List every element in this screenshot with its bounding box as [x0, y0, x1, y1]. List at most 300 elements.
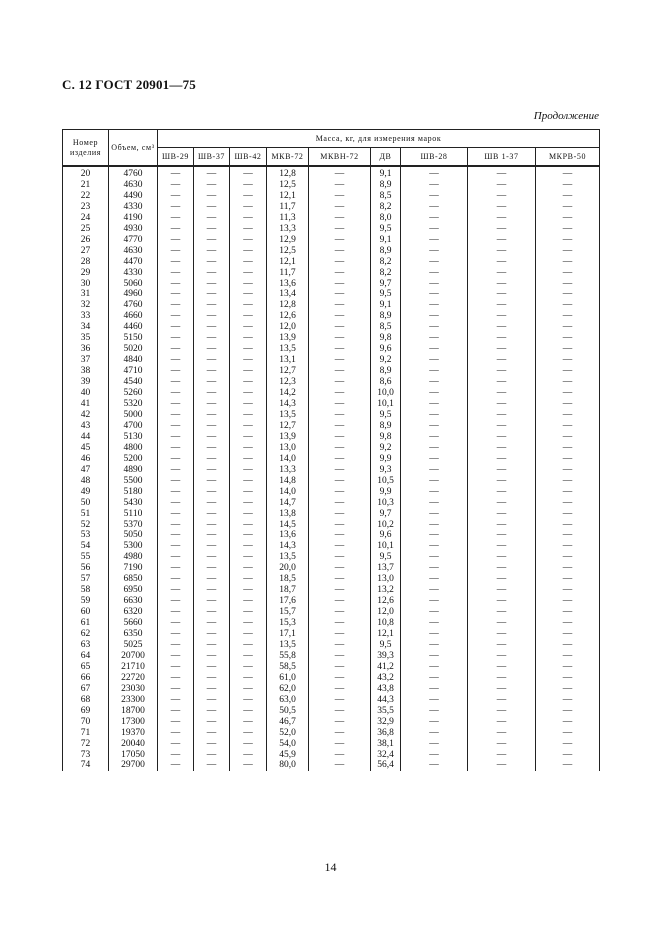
table-cell: —: [401, 213, 468, 224]
table-cell: —: [401, 607, 468, 618]
table-cell: —: [158, 596, 194, 607]
table-cell: 26: [63, 235, 109, 246]
table-cell: 18700: [109, 706, 158, 717]
table-cell: —: [468, 432, 536, 443]
table-cell: —: [194, 520, 230, 531]
table-cell: —: [468, 322, 536, 333]
table-cell: —: [401, 530, 468, 541]
table-cell: —: [158, 388, 194, 399]
table-cell: —: [468, 279, 536, 290]
table-cell: —: [309, 191, 371, 202]
table-cell: 50: [63, 498, 109, 509]
table-cell: —: [230, 224, 267, 235]
table-cell: 49: [63, 487, 109, 498]
table-cell: —: [230, 443, 267, 454]
table-row: [63, 618, 600, 629]
table-cell: —: [230, 552, 267, 563]
table-cell: —: [230, 717, 267, 728]
table-cell: —: [536, 235, 600, 246]
table-row: [63, 662, 600, 673]
table-cell: —: [158, 421, 194, 432]
table-cell: 30: [63, 279, 109, 290]
table-cell: 9,3: [371, 465, 401, 476]
table-cell: 32,9: [371, 717, 401, 728]
table-cell: —: [230, 268, 267, 279]
table-cell: —: [536, 388, 600, 399]
table-cell: —: [230, 388, 267, 399]
table-cell: —: [309, 509, 371, 520]
table-cell: 39,3: [371, 651, 401, 662]
table-row: [63, 399, 600, 410]
table-cell: 13,0: [371, 574, 401, 585]
header-mass-col: ШВ-28: [401, 148, 468, 167]
table-row: [63, 443, 600, 454]
table-cell: 8,9: [371, 246, 401, 257]
table-cell: —: [468, 410, 536, 421]
table-cell: 10,1: [371, 399, 401, 410]
table-cell: —: [230, 166, 267, 180]
table-cell: 5300: [109, 541, 158, 552]
table-cell: —: [401, 728, 468, 739]
table-cell: —: [401, 443, 468, 454]
table-cell: —: [401, 257, 468, 268]
table-cell: 51: [63, 509, 109, 520]
table-cell: 41,2: [371, 662, 401, 673]
table-cell: —: [468, 311, 536, 322]
table-cell: 15,3: [267, 618, 309, 629]
table-cell: 5320: [109, 399, 158, 410]
table-cell: —: [536, 432, 600, 443]
table-cell: —: [309, 498, 371, 509]
table-cell: —: [401, 268, 468, 279]
table-cell: —: [468, 246, 536, 257]
table-cell: 67: [63, 684, 109, 695]
table-row: [63, 596, 600, 607]
table-cell: —: [158, 487, 194, 498]
table-cell: —: [536, 728, 600, 739]
table-cell: —: [309, 344, 371, 355]
table-cell: —: [158, 377, 194, 388]
table-cell: 45: [63, 443, 109, 454]
table-row: [63, 498, 600, 509]
table-cell: —: [468, 487, 536, 498]
table-cell: —: [158, 574, 194, 585]
table-cell: —: [194, 596, 230, 607]
table-cell: —: [401, 224, 468, 235]
table-cell: —: [158, 410, 194, 421]
table-cell: —: [536, 618, 600, 629]
table-cell: 13,5: [267, 640, 309, 651]
table-row: [63, 421, 600, 432]
table-cell: 37: [63, 355, 109, 366]
table-cell: 54: [63, 541, 109, 552]
table-cell: 5260: [109, 388, 158, 399]
table-cell: —: [158, 202, 194, 213]
table-cell: —: [401, 377, 468, 388]
table-cell: 9,6: [371, 530, 401, 541]
table-cell: —: [536, 739, 600, 750]
table-cell: 70: [63, 717, 109, 728]
table-row: [63, 257, 600, 268]
table-cell: —: [536, 662, 600, 673]
table-cell: —: [158, 443, 194, 454]
table-cell: —: [158, 498, 194, 509]
table-cell: 12,0: [267, 322, 309, 333]
table-cell: —: [468, 574, 536, 585]
table-row: [63, 750, 600, 761]
table-cell: 39: [63, 377, 109, 388]
table-cell: —: [158, 760, 194, 771]
table-cell: —: [194, 662, 230, 673]
table-cell: —: [401, 454, 468, 465]
table-cell: —: [309, 311, 371, 322]
table-cell: —: [468, 180, 536, 191]
table-cell: —: [401, 706, 468, 717]
table-cell: —: [468, 333, 536, 344]
table-cell: —: [309, 706, 371, 717]
table-cell: —: [468, 706, 536, 717]
table-cell: 12,0: [371, 607, 401, 618]
table-cell: 10,3: [371, 498, 401, 509]
header-mass-col: МКРВ-50: [536, 148, 600, 167]
table-cell: —: [536, 213, 600, 224]
table-cell: 55,8: [267, 651, 309, 662]
table-cell: —: [230, 421, 267, 432]
table-cell: 12,8: [267, 300, 309, 311]
table-cell: —: [468, 355, 536, 366]
table-cell: 11,3: [267, 213, 309, 224]
table-cell: 9,6: [371, 344, 401, 355]
table-cell: —: [401, 695, 468, 706]
table-cell: —: [194, 454, 230, 465]
table-cell: 17,1: [267, 629, 309, 640]
table-cell: —: [309, 213, 371, 224]
table-cell: —: [468, 224, 536, 235]
table-cell: 5060: [109, 279, 158, 290]
table-cell: 6950: [109, 585, 158, 596]
table-cell: —: [401, 487, 468, 498]
table-cell: —: [158, 673, 194, 684]
table-cell: 61: [63, 618, 109, 629]
table-cell: —: [158, 213, 194, 224]
table-cell: —: [401, 476, 468, 487]
document-header: С. 12 ГОСТ 20901—75: [62, 77, 196, 92]
table-cell: —: [194, 388, 230, 399]
table-cell: 48: [63, 476, 109, 487]
table-cell: —: [401, 235, 468, 246]
table-cell: 57: [63, 574, 109, 585]
table-cell: 4770: [109, 235, 158, 246]
table-cell: —: [536, 651, 600, 662]
table-cell: —: [309, 520, 371, 531]
table-cell: 23: [63, 202, 109, 213]
table-cell: 9,5: [371, 640, 401, 651]
table-row: [63, 465, 600, 476]
table-cell: —: [309, 585, 371, 596]
table-cell: —: [158, 750, 194, 761]
table-cell: —: [468, 509, 536, 520]
table-cell: —: [468, 662, 536, 673]
table-cell: 9,2: [371, 355, 401, 366]
table-cell: 12,1: [267, 257, 309, 268]
header-mass-col: ШВ-37: [194, 148, 230, 167]
table-cell: —: [230, 257, 267, 268]
table-cell: —: [309, 640, 371, 651]
table-cell: 42: [63, 410, 109, 421]
table-cell: —: [401, 300, 468, 311]
table-cell: 5150: [109, 333, 158, 344]
table-cell: —: [468, 673, 536, 684]
table-cell: —: [158, 629, 194, 640]
table-cell: —: [309, 432, 371, 443]
table-row: [63, 673, 600, 684]
table-row: [63, 651, 600, 662]
table-cell: —: [194, 257, 230, 268]
table-cell: —: [158, 465, 194, 476]
table-cell: —: [468, 607, 536, 618]
table-cell: —: [194, 344, 230, 355]
table-cell: 4460: [109, 322, 158, 333]
table-cell: —: [230, 344, 267, 355]
table-cell: 69: [63, 706, 109, 717]
table-cell: 55: [63, 552, 109, 563]
table-cell: 32: [63, 300, 109, 311]
table-cell: —: [230, 760, 267, 771]
table-cell: —: [230, 202, 267, 213]
table-cell: —: [194, 585, 230, 596]
table-cell: 12,6: [267, 311, 309, 322]
table-cell: 9,8: [371, 432, 401, 443]
table-cell: 8,5: [371, 191, 401, 202]
table-cell: —: [309, 607, 371, 618]
table-row: [63, 640, 600, 651]
table-cell: 4660: [109, 311, 158, 322]
table-row: [63, 279, 600, 290]
table-cell: 7190: [109, 563, 158, 574]
table-cell: —: [468, 377, 536, 388]
table-cell: —: [158, 355, 194, 366]
table-cell: 14,5: [267, 520, 309, 531]
table-cell: —: [230, 695, 267, 706]
table-cell: —: [230, 487, 267, 498]
table-cell: 5130: [109, 432, 158, 443]
table-cell: —: [401, 509, 468, 520]
table-cell: —: [158, 322, 194, 333]
table-cell: —: [194, 322, 230, 333]
table-cell: —: [194, 487, 230, 498]
table-cell: —: [536, 268, 600, 279]
table-cell: —: [468, 465, 536, 476]
table-cell: —: [468, 235, 536, 246]
table-cell: —: [158, 235, 194, 246]
table-cell: —: [230, 180, 267, 191]
table-cell: 5200: [109, 454, 158, 465]
header-mass-col: МКВ-72: [267, 148, 309, 167]
table-cell: —: [158, 246, 194, 257]
table-cell: 63: [63, 640, 109, 651]
table-cell: —: [230, 366, 267, 377]
table-cell: 20: [63, 166, 109, 180]
header-mass-col: ШВ 1-37: [468, 148, 536, 167]
table-cell: —: [468, 618, 536, 629]
table-cell: —: [194, 180, 230, 191]
table-cell: —: [309, 717, 371, 728]
table-cell: —: [401, 739, 468, 750]
table-cell: —: [230, 300, 267, 311]
table-cell: —: [158, 607, 194, 618]
table-cell: —: [468, 530, 536, 541]
table-cell: 12,7: [267, 366, 309, 377]
table-cell: —: [401, 432, 468, 443]
table-cell: —: [309, 166, 371, 180]
table-cell: —: [230, 706, 267, 717]
table-cell: 14,8: [267, 476, 309, 487]
table-cell: —: [536, 289, 600, 300]
table-cell: 13,5: [267, 410, 309, 421]
table-cell: 11,7: [267, 268, 309, 279]
header-number: Номер изделия: [63, 130, 109, 167]
table-cell: —: [309, 224, 371, 235]
table-cell: 53: [63, 530, 109, 541]
table-cell: —: [158, 191, 194, 202]
table-cell: 5050: [109, 530, 158, 541]
table-cell: —: [536, 246, 600, 257]
table-cell: 9,5: [371, 410, 401, 421]
table-cell: —: [230, 640, 267, 651]
table-cell: —: [158, 530, 194, 541]
table-cell: 29: [63, 268, 109, 279]
table-cell: 35: [63, 333, 109, 344]
table-cell: —: [536, 300, 600, 311]
table-cell: 6850: [109, 574, 158, 585]
table-cell: 14,2: [267, 388, 309, 399]
table-cell: 4960: [109, 289, 158, 300]
table-cell: —: [158, 706, 194, 717]
table-cell: —: [536, 166, 600, 180]
table-cell: —: [230, 662, 267, 673]
table-cell: —: [468, 366, 536, 377]
table-cell: —: [309, 268, 371, 279]
table-cell: 52,0: [267, 728, 309, 739]
table-cell: —: [536, 640, 600, 651]
table-cell: 21: [63, 180, 109, 191]
table-cell: 14,0: [267, 487, 309, 498]
table-cell: —: [401, 279, 468, 290]
table-cell: —: [309, 443, 371, 454]
table-cell: —: [536, 498, 600, 509]
table-cell: —: [401, 541, 468, 552]
table-cell: 41: [63, 399, 109, 410]
table-cell: —: [309, 563, 371, 574]
table-cell: —: [536, 311, 600, 322]
table-cell: —: [194, 202, 230, 213]
table-cell: —: [401, 662, 468, 673]
table-row: [63, 202, 600, 213]
table-cell: 46: [63, 454, 109, 465]
table-cell: —: [468, 388, 536, 399]
table-cell: —: [230, 311, 267, 322]
table-row: [63, 541, 600, 552]
table-cell: —: [536, 585, 600, 596]
table-cell: 8,2: [371, 257, 401, 268]
table-cell: 13,1: [267, 355, 309, 366]
table-cell: —: [536, 673, 600, 684]
table-cell: —: [536, 344, 600, 355]
table-cell: —: [309, 728, 371, 739]
table-cell: —: [401, 563, 468, 574]
table-cell: 27: [63, 246, 109, 257]
table-cell: 29700: [109, 760, 158, 771]
table-cell: —: [401, 344, 468, 355]
table-cell: —: [158, 618, 194, 629]
table-cell: —: [309, 541, 371, 552]
table-cell: 13,2: [371, 585, 401, 596]
table-cell: —: [194, 760, 230, 771]
table-cell: —: [309, 180, 371, 191]
table-row: [63, 213, 600, 224]
table-cell: —: [536, 541, 600, 552]
table-row: [63, 476, 600, 487]
table-cell: 14,7: [267, 498, 309, 509]
table-cell: —: [194, 399, 230, 410]
table-cell: —: [158, 552, 194, 563]
table-cell: —: [158, 585, 194, 596]
table-row: [63, 717, 600, 728]
table-row: [63, 574, 600, 585]
table-cell: 50,5: [267, 706, 309, 717]
table-cell: —: [536, 706, 600, 717]
table-cell: —: [230, 520, 267, 531]
table-cell: —: [309, 574, 371, 585]
table-cell: —: [536, 596, 600, 607]
table-cell: —: [194, 366, 230, 377]
table-cell: —: [536, 355, 600, 366]
table-cell: —: [536, 322, 600, 333]
table-cell: —: [401, 629, 468, 640]
table-cell: —: [194, 300, 230, 311]
table-row: [63, 377, 600, 388]
table-cell: —: [230, 235, 267, 246]
table-cell: 6630: [109, 596, 158, 607]
table-cell: 65: [63, 662, 109, 673]
table-cell: 4330: [109, 202, 158, 213]
table-row: [63, 388, 600, 399]
table-cell: —: [309, 366, 371, 377]
table-cell: —: [194, 728, 230, 739]
table-cell: 8,2: [371, 202, 401, 213]
table-cell: 62: [63, 629, 109, 640]
table-row: [63, 585, 600, 596]
table-cell: —: [230, 191, 267, 202]
table-cell: 5180: [109, 487, 158, 498]
table-cell: 13,9: [267, 432, 309, 443]
table-cell: —: [309, 695, 371, 706]
table-cell: —: [536, 224, 600, 235]
table-cell: —: [401, 202, 468, 213]
table-cell: —: [536, 509, 600, 520]
table-cell: —: [194, 530, 230, 541]
table-cell: 8,9: [371, 421, 401, 432]
table-cell: —: [158, 311, 194, 322]
table-cell: —: [536, 629, 600, 640]
table-cell: 38,1: [371, 739, 401, 750]
table-cell: —: [468, 750, 536, 761]
table-cell: —: [309, 377, 371, 388]
table-cell: —: [230, 476, 267, 487]
table-cell: 13,3: [267, 465, 309, 476]
table-cell: 4930: [109, 224, 158, 235]
table-row: [63, 520, 600, 531]
